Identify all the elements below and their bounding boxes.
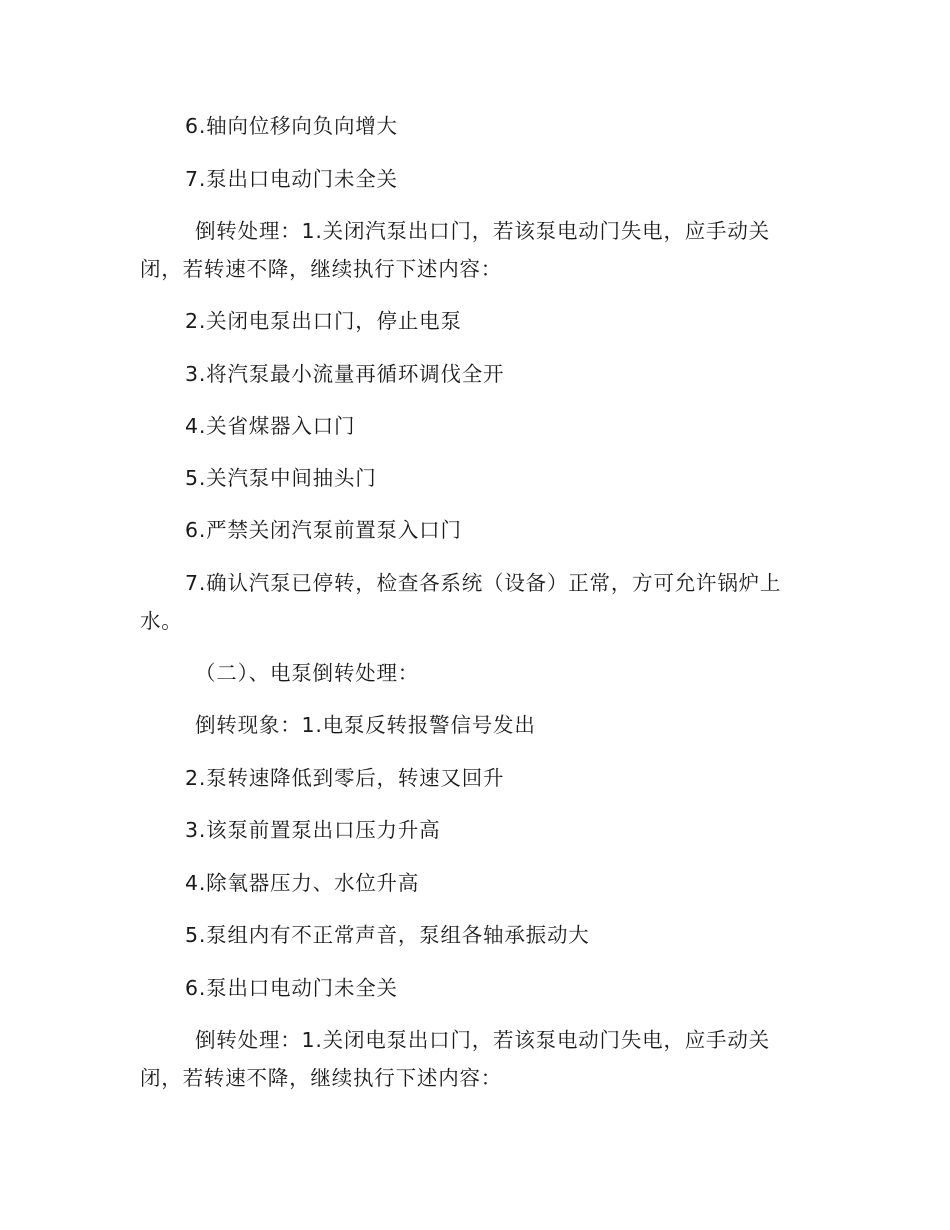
text-line: 7.泵出口电动门未全关 — [185, 167, 398, 191]
text-line: 7.确认汽泵已停转，检查各系统（设备）正常，方可允许锅炉上 — [185, 571, 782, 595]
text-line: 4.除氧器压力、水位升高 — [185, 871, 420, 895]
text-line: 5.关汽泵中间抽头门 — [185, 466, 377, 490]
text-line: 倒转现象：1.电泵反转报警信号发出 — [195, 713, 536, 737]
text-line: 闭，若转速不降，继续执行下述内容： — [140, 1066, 503, 1090]
text-line: 6.轴向位移向负向增大 — [185, 114, 398, 138]
text-line: 闭，若转速不降，继续执行下述内容： — [140, 257, 503, 281]
text-line: 6.泵出口电动门未全关 — [185, 976, 398, 1000]
text-line: 2.关闭电泵出口门，停止电泵 — [185, 309, 462, 333]
text-line: 倒转处理：1.关闭电泵出口门，若该泵电动门失电，应手动关 — [195, 1028, 770, 1052]
text-line: 水。 — [140, 609, 183, 633]
section-heading: （二）、电泵倒转处理： — [195, 661, 420, 685]
text-line: 5.泵组内有不正常声音，泵组各轴承振动大 — [185, 923, 590, 947]
text-line: 3.将汽泵最小流量再循环调伐全开 — [185, 362, 505, 386]
text-line: 4.关省煤器入口门 — [185, 414, 356, 438]
text-line: 3.该泵前置泵出口压力升高 — [185, 818, 441, 842]
text-line: 6.严禁关闭汽泵前置泵入口门 — [185, 518, 462, 542]
text-line: 倒转处理：1.关闭汽泵出口门，若该泵电动门失电，应手动关 — [195, 219, 770, 243]
text-line: 2.泵转速降低到零后，转速又回升 — [185, 766, 505, 790]
